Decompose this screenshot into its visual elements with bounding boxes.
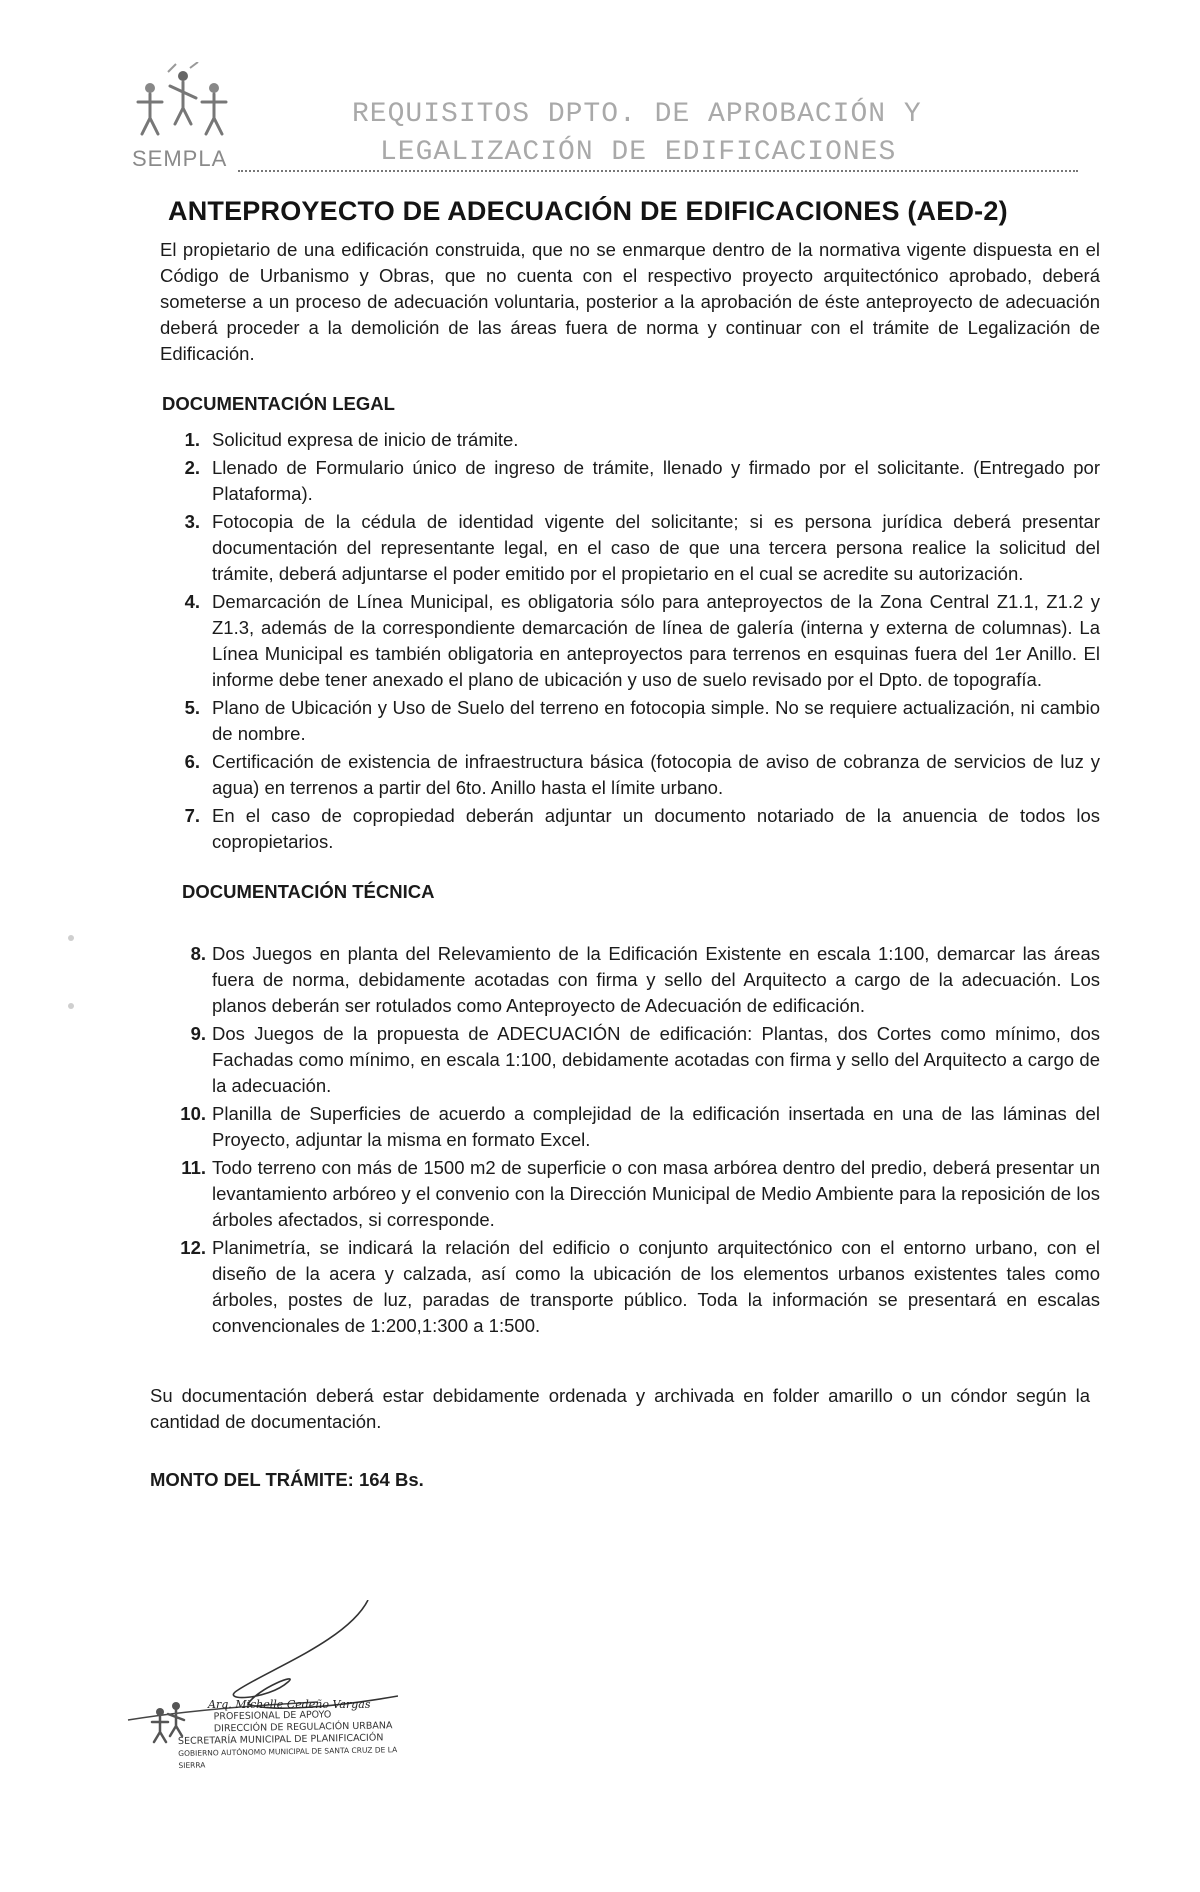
legal-item: [160, 427, 1100, 453]
item-text: Solicitud expresa de inicio de trámite.: [212, 429, 519, 450]
tech-item: [160, 1155, 1100, 1233]
closing-paragraph: Su documentación deberá estar debidamente ordenada y archivada en folder amarillo o un cóndor según la cantidad de documentación.: [150, 1385, 1090, 1432]
item-number: 2.: [184, 457, 200, 478]
stamp-line: PROFESIONAL DE APOYO: [213, 1709, 332, 1723]
item-number: 5.: [184, 697, 200, 718]
item-text: Plano de Ubicación y Uso de Suelo del terreno en fotocopia simple. No se requiere actualización, ni cambio de nombre.: [212, 697, 1100, 744]
legal-item: [160, 749, 1100, 801]
header-title-line1: REQUISITOS DPTO. DE APROBACIÓN Y: [352, 99, 922, 130]
tech-item: [160, 1101, 1100, 1153]
procedure-amount: MONTO DEL TRÁMITE: 164 Bs.: [150, 1469, 424, 1490]
punch-hole-mark: [68, 935, 74, 941]
item-text: Dos Juegos de la propuesta de ADECUACIÓN de edificación: Plantas, dos Cortes como mínimo, dos Fachadas como mínimo, en escala 1:100, debidamente acotadas con firma y sello del Arquitecto a cargo de la adecuación.: [212, 1023, 1100, 1096]
legal-heading: DOCUMENTACIÓN LEGAL: [162, 393, 395, 414]
item-number: 3.: [184, 511, 200, 532]
item-text: Demarcación de Línea Municipal, es obligatoria sólo para anteproyectos de la Zona Central Z1.1, Z1.2 y Z1.3, además de la correspondiente demarcación de línea de galería (interna y externa de columnas). La Línea Municipal es también obligatoria en anteproyectos para terrenos en esquinas fuera del 1er Anillo. El informe debe tener anexado el plano de ubicación y uso de suelo revisado por el Dpto. de topografía.: [212, 591, 1100, 690]
intro-paragraph: El propietario de una edificación construida, que no se enmarque dentro de la normativa vigente dispuesta en el Código de Urbanismo y Obras, que no cuenta con el respectivo proyecto arquitectónico aprobado, deberá someterse a un proceso de adecuación voluntaria, posterior a la aprobación de éste anteproyecto de adecuación deberá proceder a la demolición de las áreas fuera de norma y continuar con el trámite de Legalización de Edificación.: [160, 239, 1100, 364]
punch-hole-mark: [68, 1003, 74, 1009]
logo-text: SEMPLA: [132, 146, 228, 171]
item-number: 9.: [190, 1023, 206, 1044]
legal-item: [160, 695, 1100, 747]
item-text: Llenado de Formulario único de ingreso de trámite, llenado y firmado por el solicitante. (Entregado por Plataforma).: [212, 457, 1100, 504]
stamp-line: GOBIERNO AUTÓNOMO MUNICIPAL DE SANTA CRUZ DE LA SIERRA: [178, 1745, 398, 1771]
tech-item: [160, 1235, 1100, 1339]
legal-item: [160, 455, 1100, 507]
legal-item: [160, 803, 1100, 855]
item-text: Certificación de existencia de infraestructura básica (fotocopia de aviso de cobranza de servicios de luz y agua) en terrenos a partir del 6to. Anillo hasta el límite urbano.: [212, 751, 1100, 798]
logo-figures-icon: [128, 62, 238, 152]
header-divider: [238, 170, 1078, 172]
item-number: 6.: [184, 751, 200, 772]
legal-item: [160, 589, 1100, 693]
item-number: 10.: [180, 1103, 206, 1124]
header-title: [352, 96, 952, 172]
legal-list: [160, 427, 1100, 855]
item-text: En el caso de copropiedad deberán adjuntar un documento notariado de la anuencia de todos los copropietarios.: [212, 805, 1100, 852]
item-number: 1.: [184, 429, 200, 450]
item-number: 11.: [181, 1157, 206, 1178]
stamp-text: [177, 1708, 408, 1772]
item-text: Todo terreno con más de 1500 m2 de superficie o con masa arbórea dentro del predio, deberá presentar un levantamiento arbóreo y el convenio con la Dirección Municipal de Medio Ambiente para la reposición de los árboles afectados, si corresponde.: [212, 1157, 1100, 1230]
sempla-logo: [128, 62, 238, 172]
stamp-line: DIRECCIÓN DE REGULACIÓN URBANA: [213, 1720, 393, 1735]
item-text: Dos Juegos en planta del Relevamiento de la Edificación Existente en escala 1:100, demarcar las áreas fuera de norma, debidamente acotadas con firma y sello del Arquitecto a cargo de la adecuación. Los planos deberán ser rotulados como Anteproyecto de Adecuación de edificación.: [212, 943, 1100, 1016]
item-number: 7.: [184, 805, 200, 826]
stamp-line: SECRETARÍA MUNICIPAL DE PLANIFICACIÓN: [177, 1732, 384, 1748]
item-number: 12.: [180, 1237, 206, 1258]
document-body: [150, 196, 1100, 1491]
official-stamp: [118, 1600, 398, 1800]
item-text: Planilla de Superficies de acuerdo a complejidad de la edificación insertada en una de las láminas del Proyecto, adjuntar la misma en formato Excel.: [212, 1103, 1100, 1150]
legal-item: [160, 509, 1100, 587]
tech-list: [160, 941, 1100, 1339]
item-text: Fotocopia de la cédula de identidad vigente del solicitante; si es persona jurídica deberá presentar documentación del representante legal, en el caso de que una tercera persona realice la solicitud del trámite, deberá adjuntarse el poder emitido por el propietario en el cual se acredite su autorización.: [212, 511, 1100, 584]
item-number: 8.: [190, 943, 206, 964]
item-text: Planimetría, se indicará la relación del edificio o conjunto arquitectónico con el entorno urbano, con el diseño de la acera y calzada, así como la ubicación de los elementos urbanos existentes tales como árboles, postes de luz, paradas de transporte público. Toda la información se presentará en escalas convencionales de 1:200,1:300 a 1:500.: [212, 1237, 1100, 1336]
tech-heading: DOCUMENTACIÓN TÉCNICA: [182, 881, 435, 902]
item-number: 4.: [184, 591, 200, 612]
tech-item: [160, 1021, 1100, 1099]
tech-item: [160, 941, 1100, 1019]
header-title-line2: LEGALIZACIÓN DE EDIFICACIONES: [380, 137, 897, 168]
document-title: ANTEPROYECTO DE ADECUACIÓN DE EDIFICACIONES (AED-2): [168, 196, 1008, 226]
signer-name: Arq. Michelle Cedeño Vargas: [208, 1698, 371, 1711]
